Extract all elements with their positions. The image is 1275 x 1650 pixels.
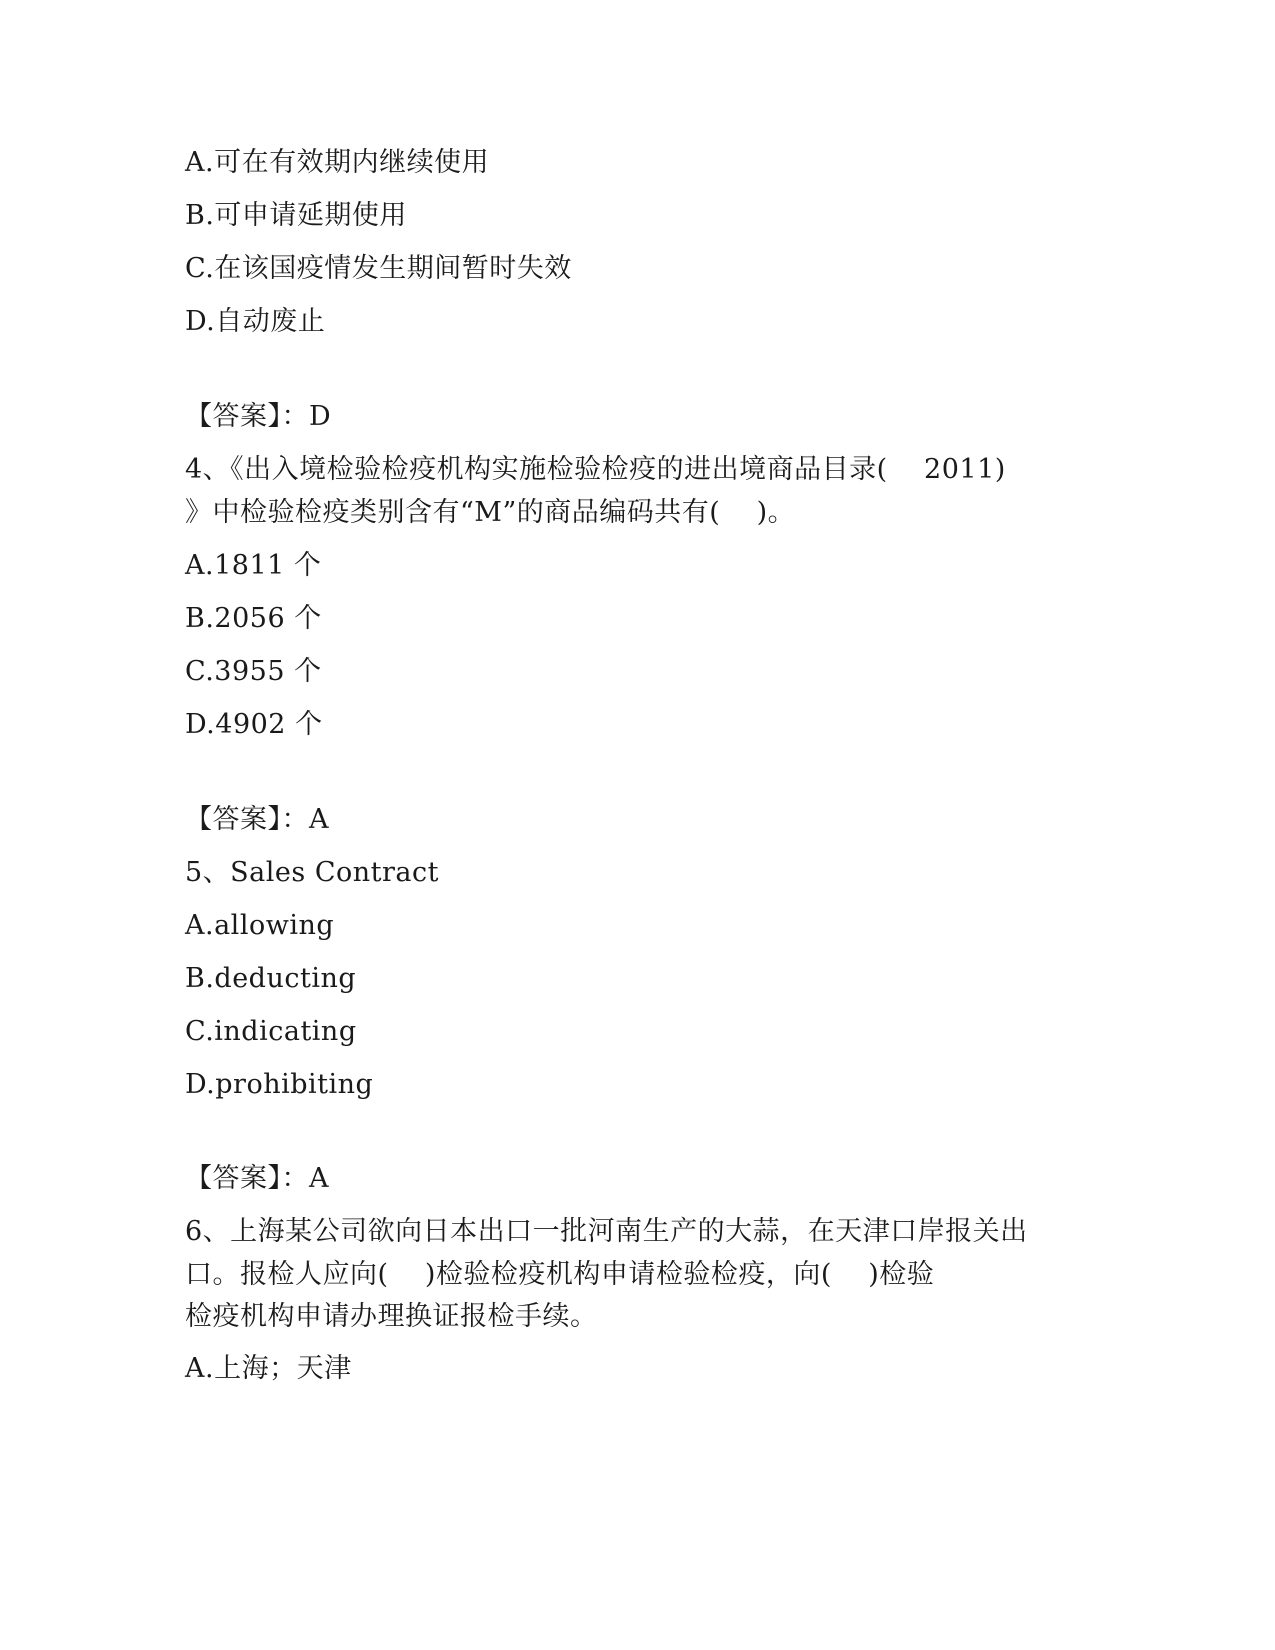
q3-option-c: C.在该国疫情发生期间暂时失效 (185, 253, 572, 284)
q5-option-c: C.indicating (185, 1016, 357, 1047)
q4-answer: 【答案】：A (185, 804, 329, 835)
q5-option-a: A.allowing (185, 910, 335, 941)
q3-option-a: A.可在有效期内继续使用 (185, 147, 490, 178)
q4-option-a: A.1811 个 (185, 550, 322, 581)
q6-stem-line2: 口。报检人应向( )检验检疫机构申请检验检疫，向( )检验 (185, 1259, 935, 1290)
q3-option-d: D.自动废止 (185, 306, 326, 337)
q4-option-b: B.2056 个 (185, 603, 322, 634)
q3-option-b: B.可申请延期使用 (185, 200, 407, 231)
q5-option-b: B.deducting (185, 963, 357, 994)
q4-option-c: C.3955 个 (185, 656, 322, 687)
q6-stem-line3: 检疫机构申请办理换证报检手续。 (185, 1301, 598, 1332)
q6-stem-line1: 6、上海某公司欲向日本出口一批河南生产的大蒜，在天津口岸报关出 (185, 1216, 1028, 1247)
q5-answer: 【答案】：A (185, 1163, 329, 1194)
q4-option-d: D.4902 个 (185, 709, 323, 740)
q6-option-a: A.上海；天津 (185, 1353, 352, 1384)
q3-answer: 【答案】：D (185, 401, 332, 432)
q5-stem: 5、Sales Contract (185, 857, 439, 888)
q4-stem-line2: 》中检验检疫类别含有“M”的商品编码共有( )。 (185, 497, 796, 528)
q5-option-d: D.prohibiting (185, 1069, 374, 1100)
q4-stem-line1: 4、《出入境检验检疫机构实施检验检疫的进出境商品目录( 2011) (185, 454, 1006, 485)
